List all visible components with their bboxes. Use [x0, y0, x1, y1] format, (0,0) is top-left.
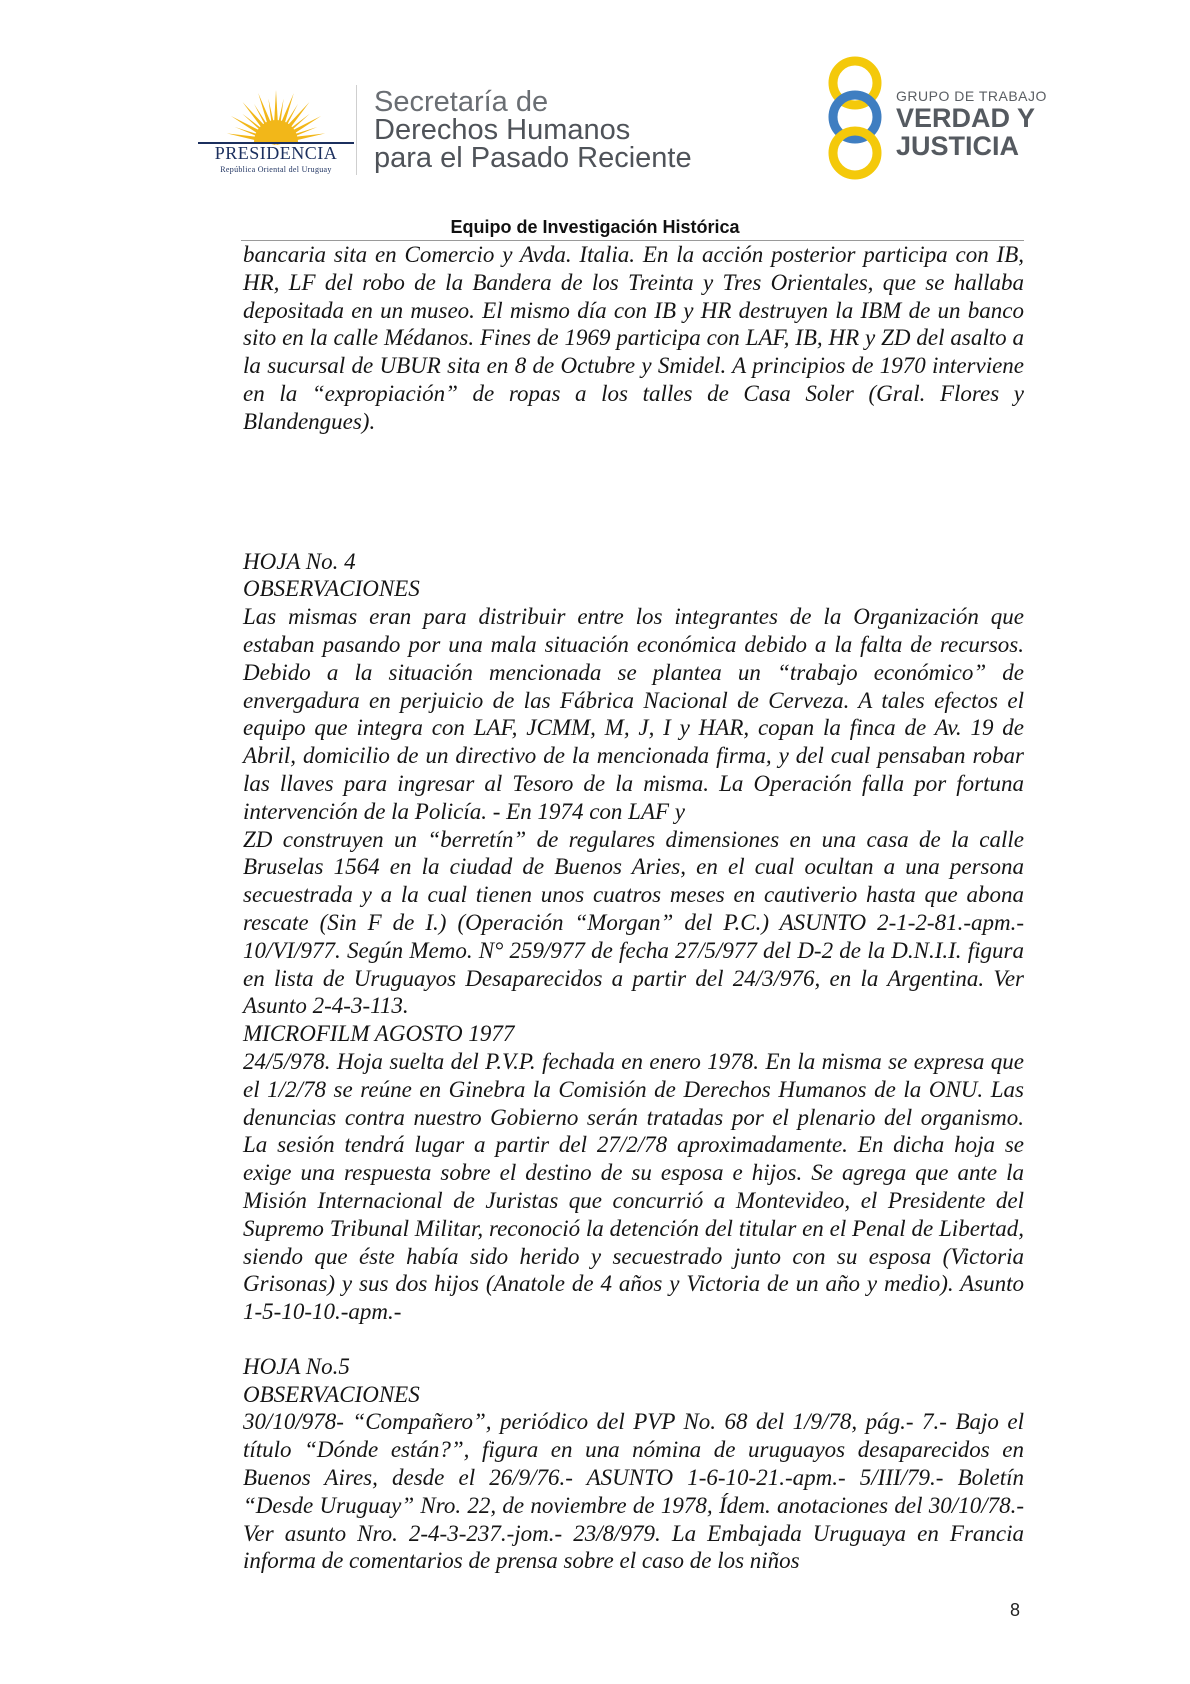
verdad-justicia-rings-logo: [815, 55, 895, 185]
document-body: [243, 241, 1024, 1575]
hoja-5-label: HOJA No.5: [243, 1353, 350, 1379]
hoja-4-paragraph-2: ZD construyen un “berretín” de regulares dimensiones en una casa de la calle Bruselas 1564 en la ciudad de Buenos Aries, en el cual ocultan a una persona secuestrada y a la cual tienen unos cuatros meses en cautiverio hasta que abona rescate (Sin F de I.) (Operación “Morgan” del P.C.) ASUNTO 2-1-2-81.-apm.- 10/VI/977. Según Memo. N° 259/977 de fecha 27/5/977 del D-2 de la D.N.I.I. figura en lista de Uruguayos Desaparecidos a partir del 24/3/976, en la Argentina. Ver Asunto 2-4-3-113.: [243, 826, 1024, 1019]
secretaria-line-1: Secretaría de: [374, 86, 549, 118]
hoja-4-paragraph-1: Las mismas eran para distribuir entre los integrantes de la Organización que estaban pasando por una mala situación económica debido a la falta de recursos. Debido a la situación mencionada se plantea un “trabajo económico” de envergadura en perjuicio de las Fábrica Nacional de Cerveza. A tales efectos el equipo que integra con LAF, JCMM, M, J, I y HAR, copan la finca de Av. 19 de Abril, domicilio de un directivo de la mencionada firma, y del cual pensaban robar las llaves para ingresar al Tesoro de la misma. La Operación falla por fortuna intervención de la Policía. - En 1974 con LAF y: [243, 604, 1024, 824]
presidencia-subtitle: República Oriental del Uruguay: [220, 165, 332, 174]
grupo-line-2: VERDAD Y: [896, 103, 1036, 133]
document-header: [0, 0, 1190, 260]
header-divider: [356, 85, 357, 175]
hoja-4-label: HOJA No. 4: [243, 548, 356, 574]
hoja-5-observaciones: OBSERVACIONES: [243, 1381, 420, 1407]
grupo-trabajo-title: [896, 88, 1047, 160]
team-title: Equipo de Investigación Histórica: [450, 217, 740, 237]
hoja-4-observaciones: OBSERVACIONES: [243, 576, 420, 602]
hoja-5-paragraph: 30/10/978- “Compañero”, periódico del PVP No. 68 del 1/9/78, pág.- 7.- Bajo el título “Dónde están?”, figura en una nómina de uruguayos desaparecidos en Buenos Aires, desde el 26/9/76.- ASUNTO 1-6-10-21.-apm.- 5/III/79.- Boletín “Desde Uruguay” Nro. 22, de noviembre de 1978, Ídem. anotaciones del 30/10/78.- Ver asunto Nro. 2-4-3-237.-jom.- 23/8/979. La Embajada Uruguaya en Francia informa de comentarios de prensa sobre el caso de los niños: [243, 1409, 1024, 1574]
presidencia-name: PRESIDENCIA: [214, 143, 338, 163]
microfilm-paragraph: 24/5/978. Hoja suelta del P.V.P. fechada en enero 1978. En la misma se expresa que el 1/2/78 se reúne en Ginebra la Comisión de Derechos Humanos de la ONU. Las denuncias contra nuestro Gobierno serán tratadas por el plenario del organismo. La sesión tendrá lugar a partir del 27/2/78 aproximadamente. En dicha hoja se exige una respuesta sobre el destino de su esposa e hijos. Se agrega que ante la Misión Internacional de Juristas que concurrió a Montevideo, el Presidente del Supremo Tribunal Militar, reconoció la detención del titular en el Penal de Libertad, siendo que éste había sido herido y secuestrado junto con su esposa (Victoria Grisonas) y sus dos hijos (Anatole de 4 años y Victoria de un año y medio). Asunto 1-5-10-10.-apm.-: [243, 1048, 1024, 1325]
paragraph-continued: bancaria sita en Comercio y Avda. Italia. En la acción posterior participa con IB, HR, LF del robo de la Bandera de los Treinta y Tres Orientales, que se hallaba depositada en un museo. El mismo día con IB y HR destruyen la IBM de un banco sito en la calle Médanos. Fines de 1969 participa con LAF, IB, HR y ZD del asalto a la sucursal de UBUR sita en 8 de Octubre y Smidel. A principios de 1970 interviene en la “expropiación” de ropas a los talles de Casa Soler (Gral. Flores y Blandengues).: [243, 242, 1024, 434]
microfilm-label: MICROFILM AGOSTO 1977: [243, 1021, 515, 1047]
secretaria-line-3: para el Pasado Reciente: [374, 142, 692, 174]
secretaria-line-2: Derechos Humanos: [374, 114, 631, 146]
grupo-line-1: GRUPO DE TRABAJO: [896, 88, 1047, 104]
grupo-line-3: JUSTICIA: [896, 131, 1020, 161]
secretaria-title: [374, 88, 692, 172]
page-number: 8: [1010, 1600, 1021, 1620]
